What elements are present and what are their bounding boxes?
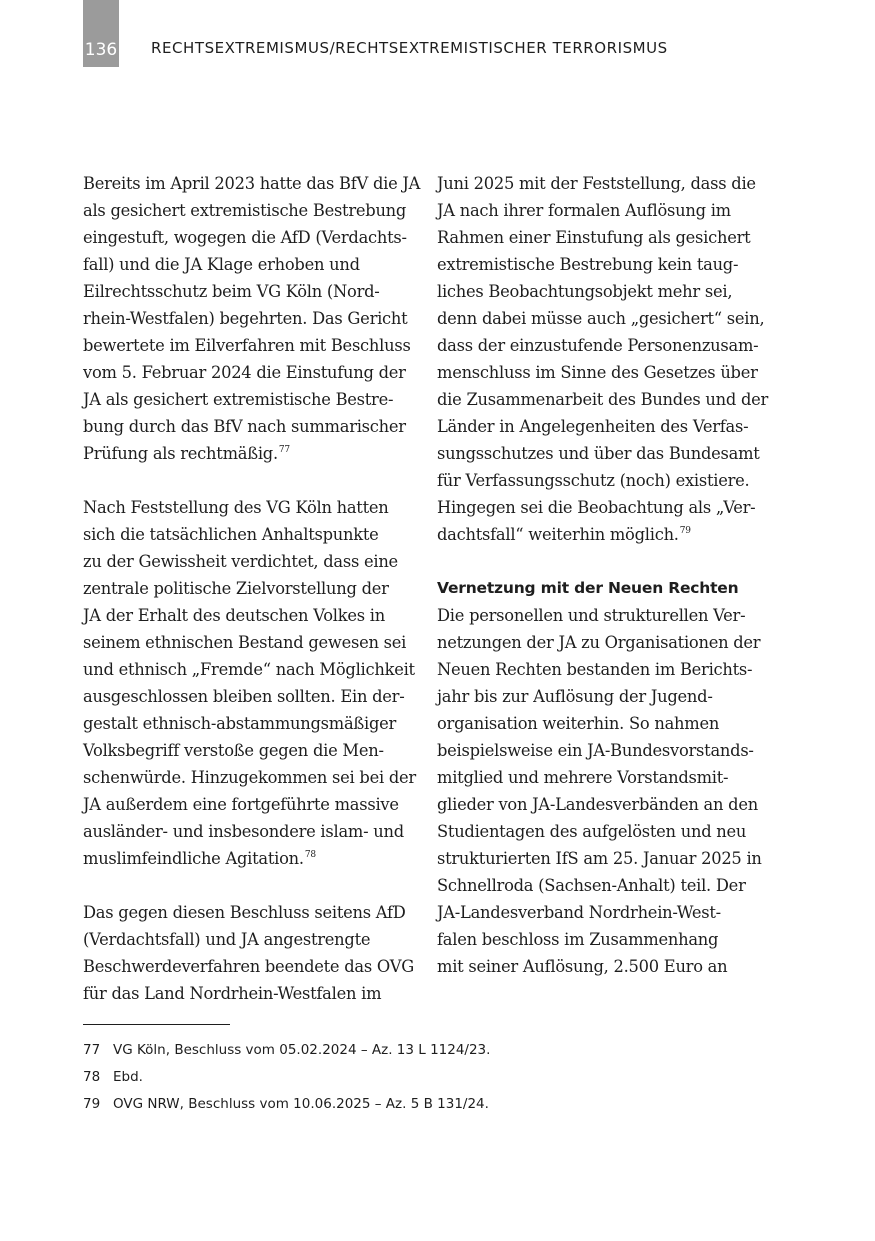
footnote-ref[interactable]: 78 (304, 850, 316, 860)
text-line: Das gegen diesen Beschluss seitens AfD (83, 903, 406, 922)
footnote-number: 79 (83, 1096, 101, 1112)
running-head: RECHTSEXTREMISMUS/RECHTSEXTREMISTISCHER TERRORISMUS (151, 39, 668, 57)
text-line: Schnellroda (Sachsen-Anhalt) teil. Der (437, 876, 746, 895)
text-line: falen beschloss im Zusammenhang (437, 930, 719, 949)
paragraph (83, 899, 413, 1007)
text-line: glieder von JA-Landesverbänden an den (437, 795, 758, 814)
text-line: Hingegen sei die Beobachtung als „Ver- (437, 498, 756, 517)
text-line (83, 440, 413, 467)
text-line: beispielsweise ein JA-Bundesvorstands- (437, 741, 754, 760)
text-line: dass der einzustufende Personenzusam- (437, 336, 759, 355)
text-line: ausländer- und insbesondere islam- und (83, 822, 404, 841)
paragraph-gap (83, 467, 413, 494)
text-line: extremistische Bestrebung kein taug- (437, 255, 739, 274)
text-line: bung durch das BfV nach summarischer (83, 417, 406, 436)
text-line: strukturierten IfS am 25. Januar 2025 in (437, 849, 762, 868)
text-line: JA-Landesverband Nordrhein-West- (437, 903, 721, 922)
text-line: Eilrechtsschutz beim VG Köln (Nord- (83, 282, 380, 301)
text-line: sich die tatsächlichen Anhaltspunkte (83, 525, 379, 544)
page-number: 136 (84, 40, 118, 60)
text-line: menschluss im Sinne des Gesetzes über (437, 363, 758, 382)
text-line: Die personellen und strukturellen Ver- (437, 606, 746, 625)
text-line: jahr bis zur Auflösung der Jugend- (437, 687, 713, 706)
text-fragment: muslimfeindliche Agitation. (83, 849, 304, 868)
text-line: Rahmen einer Einstufung als gesichert (437, 228, 751, 247)
footnote (83, 1091, 490, 1118)
text-line: zentrale politische Zielvorstellung der (83, 579, 389, 598)
text-line: liches Beobachtungsobjekt mehr sei, (437, 282, 733, 301)
text-line: JA der Erhalt des deutschen Volkes in (83, 606, 385, 625)
text-line: Juni 2025 mit der Feststellung, dass die (437, 174, 756, 193)
text-line: gestalt ethnisch-abstammungsmäßiger (83, 714, 397, 733)
text-line: Studientagen des aufgelösten und neu (437, 822, 747, 841)
text-line: und ethnisch „Fremde“ nach Möglichkeit (83, 660, 415, 679)
paragraph-gap (83, 872, 413, 899)
text-line: für Verfassungsschutz (noch) existiere. (437, 471, 750, 490)
text-line: JA als gesichert extremistische Bestre- (83, 390, 394, 409)
text-line: als gesichert extremistische Bestrebung (83, 201, 407, 220)
text-line: schenwürde. Hinzugekommen sei bei der (83, 768, 416, 787)
section-subheading: Vernetzung mit der Neuen Rechten (437, 579, 739, 597)
footnote (83, 1037, 490, 1064)
text-line: mitglied und mehrere Vorstandsmit- (437, 768, 729, 787)
text-line: sungsschutzes und über das Bundesamt (437, 444, 760, 463)
footnote-ref[interactable]: 77 (278, 445, 290, 455)
footnote-text: Ebd. (113, 1069, 143, 1085)
paragraph (437, 602, 767, 980)
text-line: für das Land Nordrhein-Westfalen im (83, 984, 382, 1003)
text-line: (Verdachtsfall) und JA angestrengte (83, 930, 371, 949)
paragraph (83, 494, 416, 872)
footnote-divider (83, 1024, 230, 1025)
paragraph (83, 170, 421, 467)
footnote-text: OVG NRW, Beschluss vom 10.06.2025 – Az. 5 B 131/24. (113, 1096, 489, 1112)
footnote-text: VG Köln, Beschluss vom 05.02.2024 – Az. 13 L 1124/23. (113, 1042, 491, 1058)
text-line: Länder in Angelegenheiten des Verfas- (437, 417, 749, 436)
text-line: mit seiner Auflösung, 2.500 Euro an (437, 957, 728, 976)
text-line: fall) und die JA Klage erhoben und (83, 255, 360, 274)
paragraph (437, 170, 767, 548)
text-line: denn dabei müsse auch „gesichert“ sein, (437, 309, 765, 328)
text-line: zu der Gewissheit verdichtet, dass eine (83, 552, 398, 571)
text-line: ausgeschlossen bleiben sollten. Ein der- (83, 687, 405, 706)
text-line: Nach Feststellung des VG Köln hatten (83, 498, 389, 517)
text-line: JA außerdem eine fortgeführte massive (83, 795, 399, 814)
text-line: seinem ethnischen Bestand gewesen sei (83, 633, 407, 652)
text-line: Bereits im April 2023 hatte das BfV die JA (83, 174, 421, 193)
footnote-number: 77 (83, 1042, 101, 1058)
right-column (437, 170, 767, 980)
text-line: Volksbegriff verstoße gegen die Men- (83, 741, 384, 760)
text-line (437, 521, 767, 548)
page-number-tab (83, 0, 119, 67)
text-line: organisation weiterhin. So nahmen (437, 714, 720, 733)
text-fragment: Prüfung als rechtmäßig. (83, 444, 278, 463)
left-column (83, 170, 421, 1007)
footnote-number: 78 (83, 1069, 101, 1085)
paragraph-gap (437, 548, 767, 575)
text-line: Neuen Rechten bestanden im Berichts- (437, 660, 753, 679)
text-line: die Zusammenarbeit des Bundes und der (437, 390, 769, 409)
footnote (83, 1064, 490, 1091)
text-line (83, 845, 413, 872)
text-line: vom 5. Februar 2024 die Einstufung der (83, 363, 406, 382)
footnote-ref[interactable]: 79 (679, 526, 691, 536)
text-line: netzungen der JA zu Organisationen der (437, 633, 761, 652)
footnotes (83, 1037, 490, 1118)
text-line: Beschwerdeverfahren beendete das OVG (83, 957, 414, 976)
text-line: rhein-Westfalen) begehrten. Das Gericht (83, 309, 408, 328)
text-line: bewertete im Eilverfahren mit Beschluss (83, 336, 411, 355)
text-line: JA nach ihrer formalen Auflösung im (437, 201, 731, 220)
text-fragment: dachtsfall“ weiterhin möglich. (437, 525, 679, 544)
text-line: eingestuft, wogegen die AfD (Verdachts- (83, 228, 407, 247)
